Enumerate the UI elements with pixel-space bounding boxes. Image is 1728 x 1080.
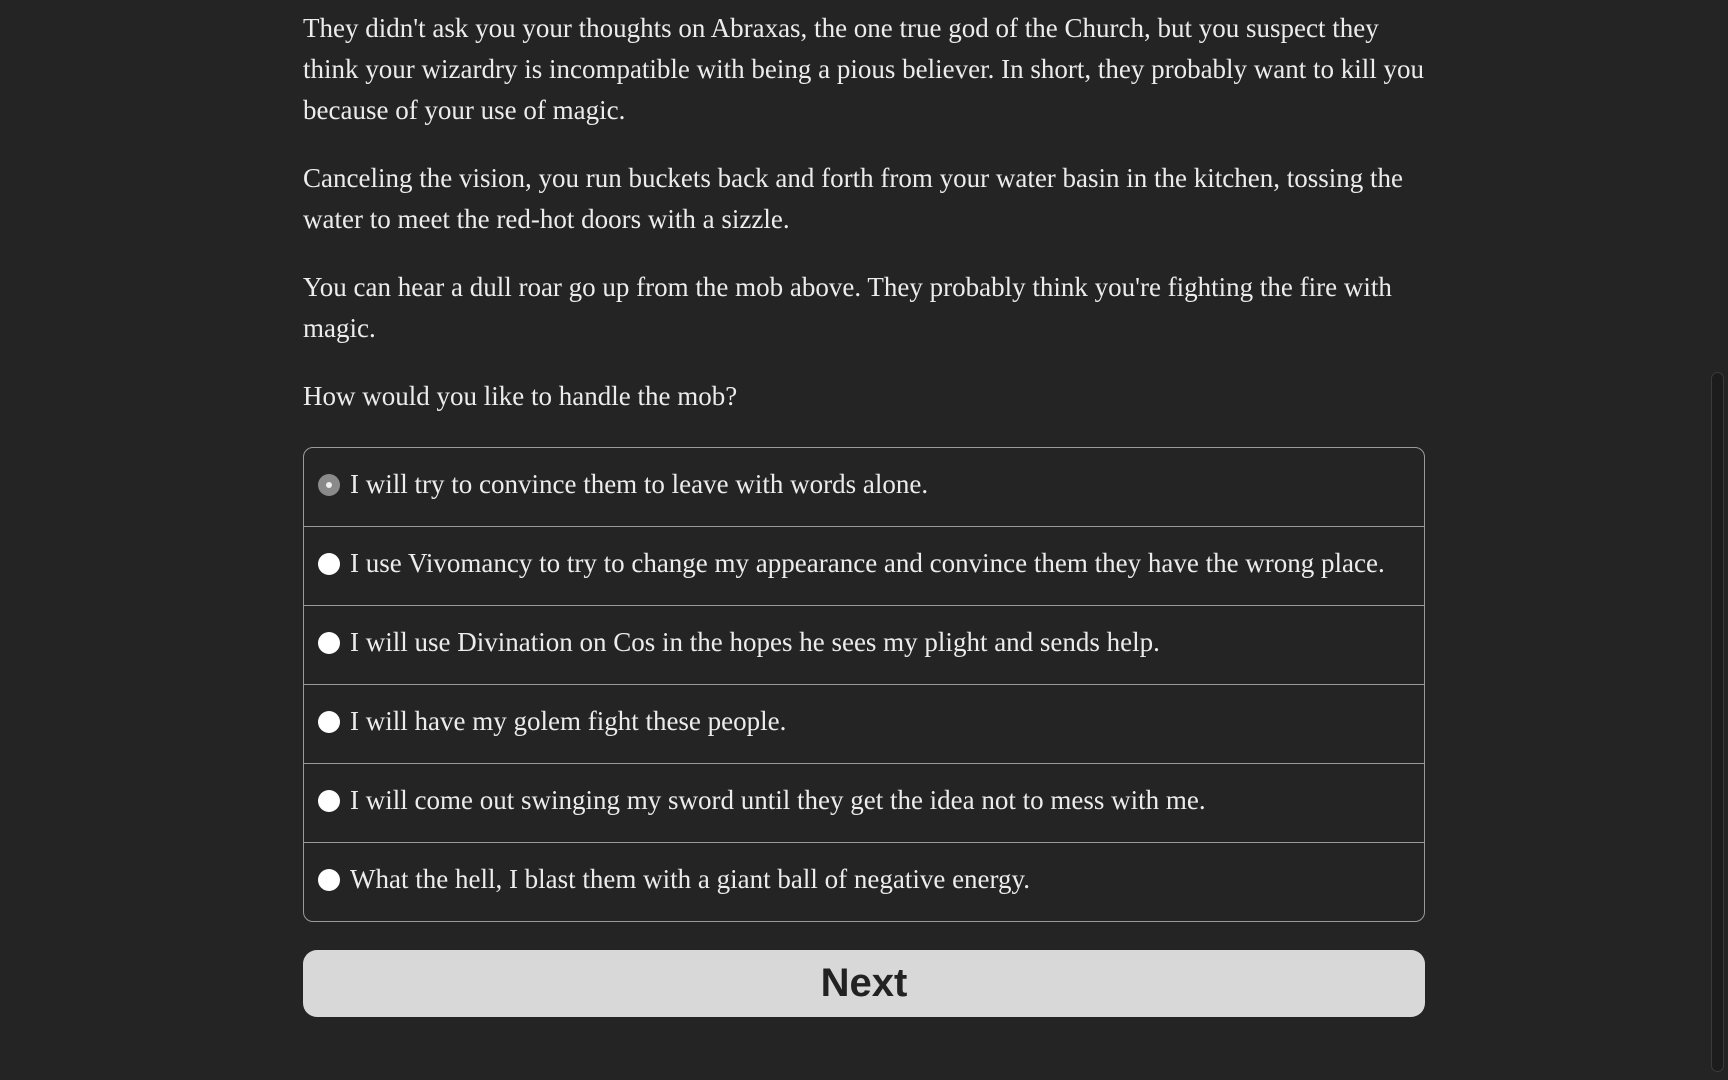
radio-icon[interactable] (318, 869, 340, 891)
radio-icon[interactable] (318, 553, 340, 575)
story-content (303, 8, 1425, 1017)
choice-label: I will use Divination on Cos in the hopes he sees my plight and sends help. (350, 627, 1160, 657)
choice-option[interactable] (304, 526, 1424, 605)
story-paragraph: They didn't ask you your thoughts on Abraxas, the one true god of the Church, but you suspect they think your wizardry is incompatible with being a pious believer. In short, they probably want to kill you because of your use of magic. (303, 13, 1425, 125)
choice-option[interactable] (304, 448, 1424, 526)
radio-selected-icon[interactable] (318, 474, 340, 496)
radio-icon[interactable] (318, 632, 340, 654)
radio-icon[interactable] (318, 790, 340, 812)
choice-prompt: How would you like to handle the mob? (303, 381, 738, 411)
choice-label: What the hell, I blast them with a giant ball of negative energy. (350, 864, 1031, 894)
choice-option[interactable] (304, 605, 1424, 684)
choice-label: I use Vivomancy to try to change my appearance and convince them they have the wrong place. (350, 548, 1385, 578)
next-button[interactable]: Next (303, 950, 1425, 1017)
choice-label: I will come out swinging my sword until they get the idea not to mess with me. (350, 785, 1206, 815)
choice-option[interactable] (304, 684, 1424, 763)
choice-option[interactable] (304, 842, 1424, 921)
radio-icon[interactable] (318, 711, 340, 733)
story-paragraph: Canceling the vision, you run buckets back and forth from your water basin in the kitchen, tossing the water to meet the red-hot doors with a sizzle. (303, 163, 1403, 234)
scrollbar[interactable] (1711, 372, 1724, 1072)
choice-option[interactable] (304, 763, 1424, 842)
choice-list (303, 447, 1425, 922)
choice-label: I will try to convince them to leave with words alone. (350, 469, 929, 499)
story-paragraph: You can hear a dull roar go up from the mob above. They probably think you're fighting the fire with magic. (303, 272, 1392, 343)
choice-label: I will have my golem fight these people. (350, 706, 787, 736)
